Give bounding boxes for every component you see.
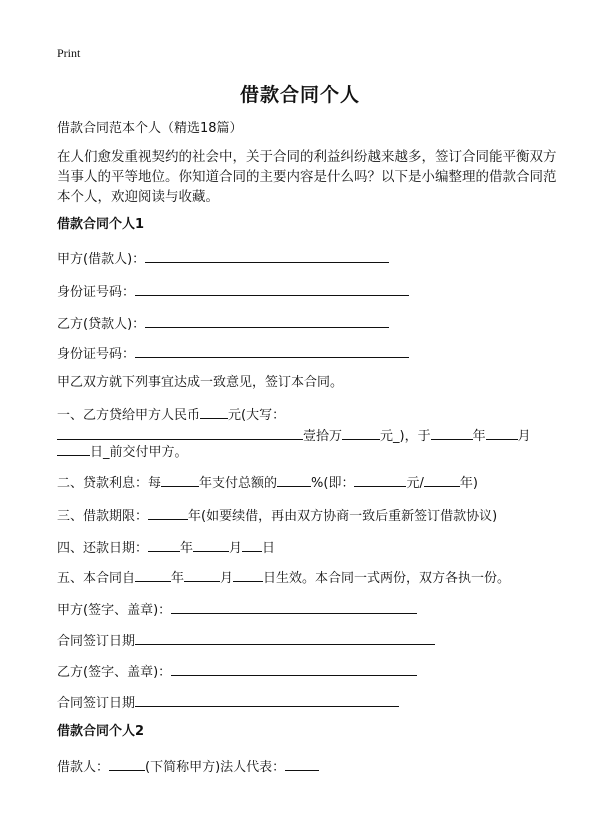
date-b-line (57, 692, 399, 713)
clause-1-line-1 (57, 404, 285, 425)
party-a-blank (145, 248, 389, 263)
id-a-blank (135, 281, 409, 296)
date-b-label: 合同签订日期 (57, 696, 136, 711)
date-a-line (57, 630, 435, 651)
clause-5-text-1: 五、本合同自 (57, 571, 136, 586)
borrower-blank (109, 756, 145, 771)
clause-1-text-2: 元(大写： (228, 408, 286, 423)
clause-1-text-1: 一、乙方贷给甲方人民币 (57, 408, 201, 423)
clause-2-text-5: 年) (459, 476, 478, 491)
clause-1-line-3 (57, 441, 188, 462)
clause-2-text-1: 二、贷款利息：每 (57, 476, 162, 491)
clause-1-text-6: 月 (517, 429, 531, 444)
sign-a-label: 甲方(签字、盖章)： (57, 603, 172, 618)
document-title: 借款合同个人 (239, 84, 360, 106)
subtitle: 借款合同范本个人（精选18篇） (57, 121, 243, 136)
clause-3-text-2: 年(如要续借，再由双方协商一致后重新签订借款协议) (188, 509, 498, 524)
clause-1-blank-yuan (342, 425, 380, 440)
clause-1-text-3: 壹拾万 (303, 429, 343, 444)
clause-5-blank-year (135, 567, 171, 582)
legal-rep-blank (285, 756, 319, 771)
agreement-line: 甲乙双方就下列事宜达成一致意见，签订本合同。 (57, 375, 344, 390)
party-a-label: 甲方(借款人)： (57, 252, 146, 267)
party-b-line (57, 313, 389, 334)
intro-paragraph: 在人们愈发重视契约的社会中，关于合同的利益纠纷越来越多，签订合同能平衡双方当事人的平等地位。你知道合同的主要内容是什么吗？以下是小编整理的借款合同范本个人，欢迎阅读与收藏。 (57, 149, 557, 205)
clause-2-blank-year (424, 472, 460, 487)
id-b-line (57, 343, 409, 364)
clause-4-blank-day (242, 537, 262, 552)
party-a-line (57, 248, 389, 269)
clause-3-blank-term (148, 505, 188, 520)
clause-2-blank-yuan (354, 472, 406, 487)
clause-2-line (57, 472, 478, 493)
section-1-heading: 借款合同个人1 (57, 217, 145, 232)
clause-1-blank-day (57, 441, 90, 456)
party-b-label: 乙方(贷款人)： (57, 317, 146, 332)
sign-a-line (57, 599, 417, 620)
clause-4-text-3: 月 (229, 541, 243, 556)
clause-1-text-5: 年 (472, 429, 486, 444)
clause-2-text-3: %(即： (311, 476, 355, 491)
legal-rep-label: (下简称甲方)法人代表： (145, 760, 286, 775)
clause-3-text-1: 三、借款期限： (57, 509, 149, 524)
borrower-label: 借款人： (57, 760, 110, 775)
id-a-line (57, 281, 409, 302)
clause-2-blank-years (161, 472, 199, 487)
clause-5-text-4: 日生效。本合同一式两份，双方各执一份。 (263, 571, 511, 586)
clause-5-blank-day (233, 567, 263, 582)
clause-4-text-1: 四、还款日期： (57, 541, 149, 556)
clause-5-text-3: 月 (220, 571, 234, 586)
clause-1-blank-amount (200, 404, 228, 419)
print-link[interactable]: Print (57, 46, 81, 60)
sign-b-blank (171, 661, 417, 676)
clause-1-text-7: 日_前交付甲方。 (90, 445, 188, 460)
id-a-label: 身份证号码： (57, 285, 136, 300)
clause-4-text-4: 日 (262, 541, 276, 556)
clause-1-blank-words (57, 425, 303, 440)
clause-2-text-4: 元/ (406, 476, 424, 491)
clause-3-line (57, 505, 497, 526)
clause-5-blank-month (184, 567, 220, 582)
sign-b-label: 乙方(签字、盖章)： (57, 665, 172, 680)
sign-b-line (57, 661, 417, 682)
clause-1-blank-month (486, 425, 518, 440)
clause-2-text-2: 年支付总额的 (199, 476, 278, 491)
date-b-blank (135, 692, 399, 707)
sign-a-blank (171, 599, 417, 614)
clause-4-blank-month (193, 537, 229, 552)
id-b-label: 身份证号码： (57, 347, 136, 362)
clause-4-text-2: 年 (180, 541, 194, 556)
date-a-blank (135, 630, 435, 645)
clause-2-blank-rate (277, 472, 311, 487)
party-b-blank (145, 313, 389, 328)
clause-4-line (57, 537, 275, 558)
date-a-label: 合同签订日期 (57, 634, 136, 649)
clause-4-blank-year (148, 537, 180, 552)
section-2-heading: 借款合同个人2 (57, 724, 145, 739)
id-b-blank (135, 343, 409, 358)
borrower-line (57, 756, 319, 777)
clause-5-text-2: 年 (171, 571, 185, 586)
clause-5-line (57, 567, 510, 588)
clause-1-text-4: 元_)，于 (380, 429, 431, 444)
clause-1-blank-year (431, 425, 473, 440)
